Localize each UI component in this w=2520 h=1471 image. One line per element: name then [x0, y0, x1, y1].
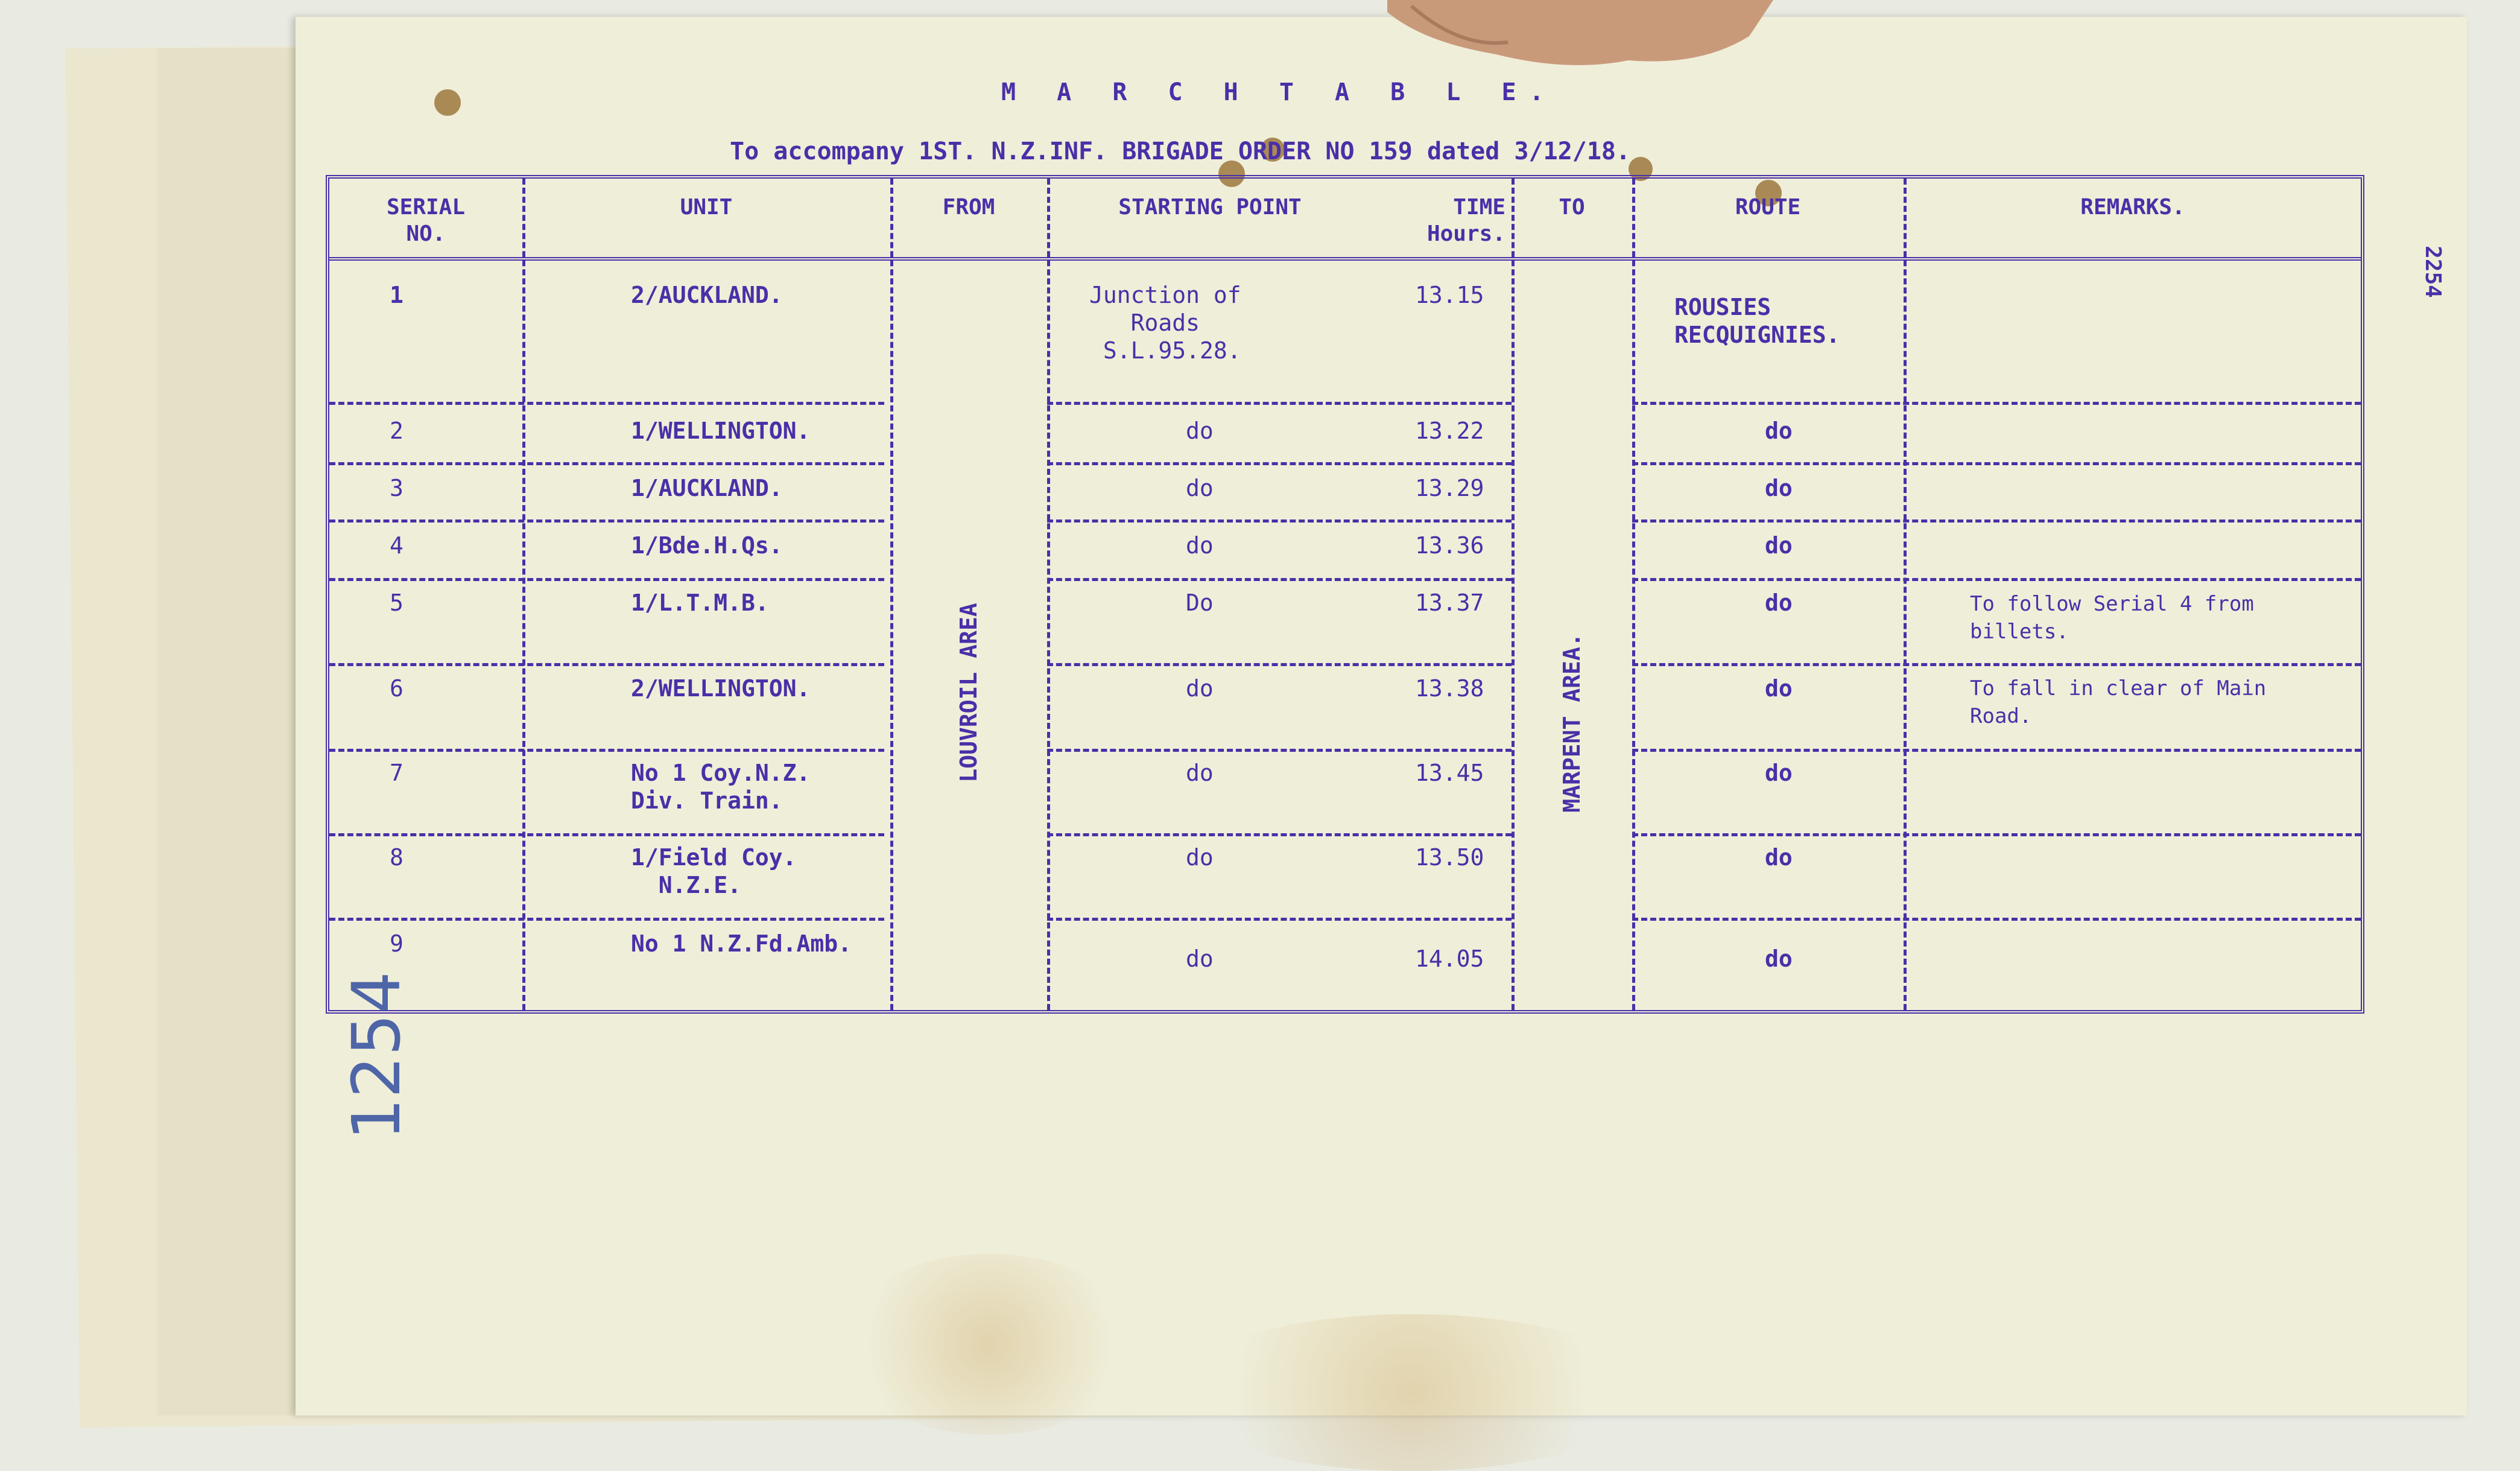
table-row-time: 13.15 [1415, 282, 1484, 308]
table-row-unit: No 1 N.Z.Fd.Amb. [631, 930, 852, 957]
table-row-remarks: To fall in clear of Main Road. [1970, 676, 2267, 728]
table-row-route: do [1765, 844, 1793, 871]
header-starting-point: STARTING POINT [1118, 195, 1302, 220]
table-row-time: 13.38 [1415, 675, 1484, 702]
table-row-unit: 1/Bde.H.Qs. [631, 532, 783, 559]
table-row-serial: 7 [390, 760, 404, 786]
page-title: M A R C H T A B L E. [1001, 78, 1557, 106]
table-row-unit: 1/Field Coy. N.Z.E. [631, 844, 797, 898]
table-row-route: do [1765, 475, 1793, 501]
table-row-start: Do [1186, 589, 1214, 616]
table-row-start: do [1186, 760, 1214, 786]
margin-stamp: 2254 [2420, 246, 2445, 298]
header-time: TIME Hours. [1426, 195, 1505, 246]
table-row-route: do [1765, 945, 1793, 972]
march-table [326, 175, 2364, 1014]
table-row-time: 14.05 [1415, 945, 1484, 972]
table-row-start: do [1186, 475, 1214, 501]
table-row-serial: 3 [390, 475, 404, 501]
table-row-route: do [1765, 418, 1793, 444]
header-serial: SERIAL NO. [386, 195, 466, 246]
table-row-start: do [1186, 675, 1214, 702]
thumb [1387, 0, 1773, 72]
table-row-start: do [1186, 532, 1214, 559]
table-row-time: 13.37 [1415, 589, 1484, 616]
header-remarks: REMARKS. [2080, 195, 2185, 220]
table-row-route: do [1765, 760, 1793, 786]
header-route: ROUTE [1735, 195, 1801, 220]
table-row-unit: No 1 Coy.N.Z. Div. Train. [631, 760, 811, 814]
table-row-route: do [1765, 589, 1793, 616]
paper-stain [838, 1254, 1140, 1435]
to-area: MARPENT AREA. [1559, 633, 1585, 813]
table-row-start: do [1186, 945, 1214, 972]
header-to: TO [1559, 195, 1585, 220]
table-row-serial: 5 [390, 589, 404, 616]
table-row-route: do [1765, 675, 1793, 702]
punch-hole [434, 89, 461, 116]
table-row-time: 13.36 [1415, 532, 1484, 559]
table-row-serial: 6 [390, 675, 404, 702]
table-row-unit: 1/L.T.M.B. [631, 589, 769, 616]
table-row-time: 13.22 [1415, 418, 1484, 444]
table-row-serial: 4 [390, 532, 404, 559]
handwritten-number: 1254 [338, 971, 415, 1140]
table-row-serial: 1 [390, 282, 404, 308]
table-row-unit: 2/AUCKLAND. [631, 282, 783, 308]
table-row-serial: 2 [390, 418, 404, 444]
paper-stain [1170, 1314, 1653, 1471]
table-row-route: do [1765, 532, 1793, 559]
table-row-time: 13.45 [1415, 760, 1484, 786]
header-unit: UNIT [680, 195, 733, 220]
table-row-unit: 2/WELLINGTON. [631, 675, 811, 702]
table-row-time: 13.29 [1415, 475, 1484, 501]
table-row-unit: 1/AUCKLAND. [631, 475, 783, 501]
header-from: FROM [942, 195, 995, 220]
table-row-start: do [1186, 844, 1214, 871]
table-row-serial: 9 [390, 930, 404, 957]
table-row-start: do [1186, 418, 1214, 444]
table-row-route: ROUSIES RECQUIGNIES. [1674, 294, 1840, 348]
table-row-unit: 1/WELLINGTON. [631, 418, 811, 444]
table-row-serial: 8 [390, 844, 404, 871]
table-row-start: Junction of Roads S.L.95.28. [1089, 282, 1241, 364]
from-area: LOUVROIL AREA [955, 603, 982, 783]
table-row-remarks: To follow Serial 4 from billets. [1970, 592, 2254, 644]
table-row-time: 13.50 [1415, 844, 1484, 871]
page-subtitle: To accompany 1ST. N.Z.INF. BRIGADE ORDER NO 159 dated 3/12/18. [730, 138, 1631, 165]
